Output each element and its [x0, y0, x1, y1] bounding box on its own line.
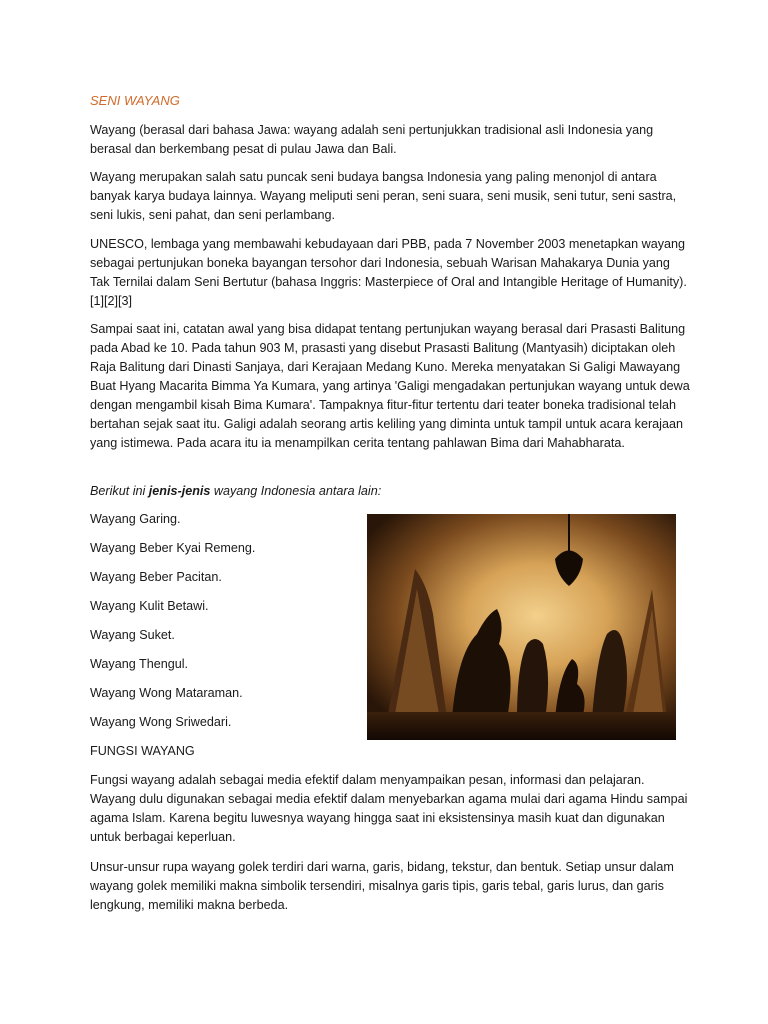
list-item: Wayang Beber Pacitan. [90, 570, 222, 584]
wayang-shadow-puppet-image [367, 514, 676, 740]
paragraph-unsur: Unsur-unsur rupa wayang golek terdiri dari warna, garis, bidang, tekstur, dan bentuk. Setiap unsur dalam wayang golek memiliki makna simbolik tersendiri, misalnya garis tipis, garis tebal, garis lurus, dan garis lengkung, memiliki makna berbeda. [90, 860, 674, 912]
list-item: Wayang Kulit Betawi. [90, 599, 209, 613]
list-item: Wayang Beber Kyai Remeng. [90, 541, 256, 555]
paragraph-fungsi: Fungsi wayang adalah sebagai media efektif dalam menyampaikan pesan, informasi dan pelajaran. Wayang dulu digunakan sebagai media efektif dalam menyebarkan agama mulai dari agama Hindu sampai agama Islam. Karena begitu luwesnya wayang hingga saat ini eksistensinya masih kuat dan digunakan untuk berbagai keperluan. [90, 773, 688, 844]
list-item: Wayang Thengul. [90, 657, 189, 671]
list-intro [90, 482, 690, 501]
list-intro-bold: jenis-jenis [148, 484, 211, 498]
paragraph-intro: Wayang (berasal dari bahasa Jawa: wayang adalah seni pertunjukkan tradisional asli Indonesia yang berasal dan berkembang pesat di pulau Jawa dan Bali. [90, 123, 654, 156]
list-item: Wayang Garing. [90, 512, 181, 526]
section-heading-fungsi: FUNGSI WAYANG [90, 744, 195, 758]
list-item: Wayang Wong Sriwedari. [90, 715, 232, 729]
list-item: Wayang Suket. [90, 628, 175, 642]
paragraph-culture: Wayang merupakan salah satu puncak seni budaya bangsa Indonesia yang paling menonjol di antara banyak karya budaya lainnya. Wayang meliputi seni peran, seni suara, seni musik, seni tutur, seni sastra, seni lukis, seni pahat, dan seni perlambang. [90, 170, 677, 222]
paragraph-history: Sampai saat ini, catatan awal yang bisa didapat tentang pertunjukan wayang berasal dari Prasasti Balitung pada Abad ke 10. Pada tahun 903 M, prasasti yang disebut Prasasti Balitung (Mantyasih) diciptakan oleh Raja Balitung dari Dinasti Sanjaya, dari Kerajaan Medang Kuno. Mereka menyatakan Si Galigi Mawayang Buat Hyang Macarita Bimma Ya Kumara, yang artinya 'Galigi mengadakan pertunjukan wayang untuk dewa dengan mengambil kisah Bima Kumara'. Tampaknya fitur-fitur tertentu dari teater boneka tradisional telah bertahan sejak saat itu. Galigi adalah seorang artis keliling yang diminta untuk tampil untuk acara kerajaan yang istimewa. Pada acara itu ia menampilkan cerita tentang pahlawan Bima dari Mahabharata. [90, 322, 690, 450]
wayang-photo [367, 514, 676, 740]
list-intro-before: Berikut ini [90, 484, 149, 498]
document-title: SENI WAYANG [90, 93, 180, 108]
paragraph-unesco: UNESCO, lembaga yang membawahi kebudayaan dari PBB, pada 7 November 2003 menetapkan wayang sebagai pertunjukan boneka bayangan tersohor dari Indonesia, sebuah Warisan Mahakarya Dunia yang Tak Ternilai dalam Seni Bertutur (bahasa Inggris: Masterpiece of Oral and Intangible Heritage of Humanity).[1][2][3] [90, 237, 687, 308]
list-intro-after: wayang Indonesia antara lain: [210, 484, 382, 498]
list-item: Wayang Wong Mataraman. [90, 686, 243, 700]
